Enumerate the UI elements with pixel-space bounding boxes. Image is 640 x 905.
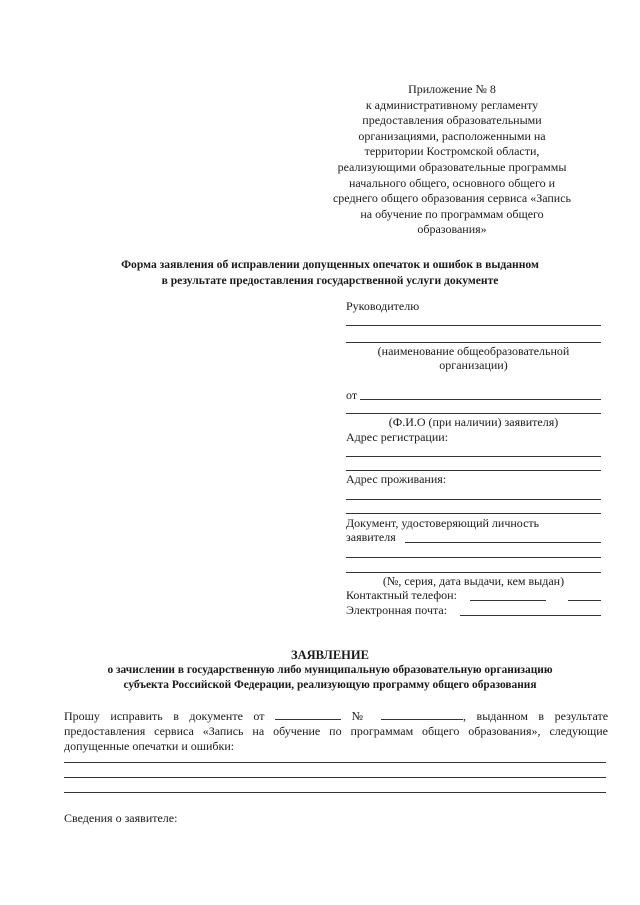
appendix-line: организациями, расположенными на: [358, 128, 546, 143]
live-address-line-1[interactable]: [346, 499, 601, 500]
reg-address-label: Адрес регистрации:: [346, 430, 449, 444]
appendix-line: территории Костромской области,: [364, 144, 540, 159]
doc-label-2: заявителя: [346, 530, 396, 544]
appendix-block: [322, 82, 582, 238]
live-address-line-2[interactable]: [346, 513, 601, 514]
fio-caption: (Ф.И.О (при наличии) заявителя): [388, 415, 559, 429]
org-caption-2: организации): [439, 358, 508, 372]
from-label: от: [346, 388, 358, 402]
para-text-b: , выданном в результате предоставления сервиса «Запись на обучение по программам общего образования», следующие допущенные опечатки и ошибки:: [64, 709, 609, 753]
doc-date-field[interactable]: [275, 708, 341, 720]
appendix-line: начального общего, основного общего и: [348, 175, 555, 190]
doc-line-1[interactable]: [405, 542, 601, 543]
form-title-line-2: в результате предоставления государственной услуги документе: [161, 273, 499, 287]
request-paragraph: [64, 708, 608, 754]
statement-subtitle: [60, 663, 600, 693]
appendix-line: к административному регламенту: [365, 97, 539, 112]
appendix-line: Приложение № 8: [408, 82, 496, 96]
phone-label: Контактный телефон:: [346, 588, 457, 602]
head-label: Руководителю: [346, 299, 420, 313]
para-text-a: Прошу исправить в документе от: [64, 709, 265, 723]
doc-number-field[interactable]: [381, 708, 463, 720]
doc-caption: (№, серия, дата выдачи, кем выдан): [382, 574, 565, 588]
errors-line-3[interactable]: [64, 792, 606, 793]
org-caption-1: (наименование общеобразовательной: [377, 344, 570, 358]
doc-label-1: Документ, удостоверяющий личность: [346, 516, 540, 530]
phone-line-1[interactable]: [470, 600, 546, 601]
appendix-line: образования»: [417, 222, 487, 237]
errors-line-1[interactable]: [64, 762, 606, 763]
doc-line-3[interactable]: [346, 572, 601, 573]
doc-line-2[interactable]: [346, 557, 601, 558]
phone-line-2[interactable]: [568, 600, 601, 601]
appendix-line: предоставления образовательными: [362, 113, 542, 128]
from-line-2[interactable]: [346, 413, 601, 414]
statement-title: ЗАЯВЛЕНИЕ: [291, 648, 369, 662]
statement-subtitle-line-2: субъекта Российской Федерации, реализующую программу общего образования: [123, 679, 537, 691]
appendix-line: на обучение по программам общего: [360, 206, 544, 221]
email-label: Электронная почта:: [346, 603, 448, 617]
form-title: [70, 257, 590, 288]
appendix-line: реализующими образовательные программы: [337, 159, 567, 174]
email-line[interactable]: [460, 615, 601, 616]
statement-subtitle-line-1: о зачислении в государственную либо муниципальную образовательную организацию: [107, 664, 553, 676]
live-address-label: Адрес проживания:: [346, 472, 447, 486]
form-title-line-1: Форма заявления об исправлении допущенных опечаток и ошибок в выданном: [121, 258, 539, 271]
applicant-info-label: Сведения о заявителе:: [64, 811, 178, 825]
para-number-sign: №: [351, 709, 371, 723]
errors-line-2[interactable]: [64, 777, 606, 778]
reg-address-line-2[interactable]: [346, 470, 601, 471]
org-name-line-1[interactable]: [346, 325, 601, 326]
appendix-line: среднего общего образования сервиса «Запись: [332, 191, 572, 206]
reg-address-line-1[interactable]: [346, 456, 601, 457]
from-line-1[interactable]: [360, 399, 601, 400]
org-name-line-2[interactable]: [346, 342, 601, 343]
